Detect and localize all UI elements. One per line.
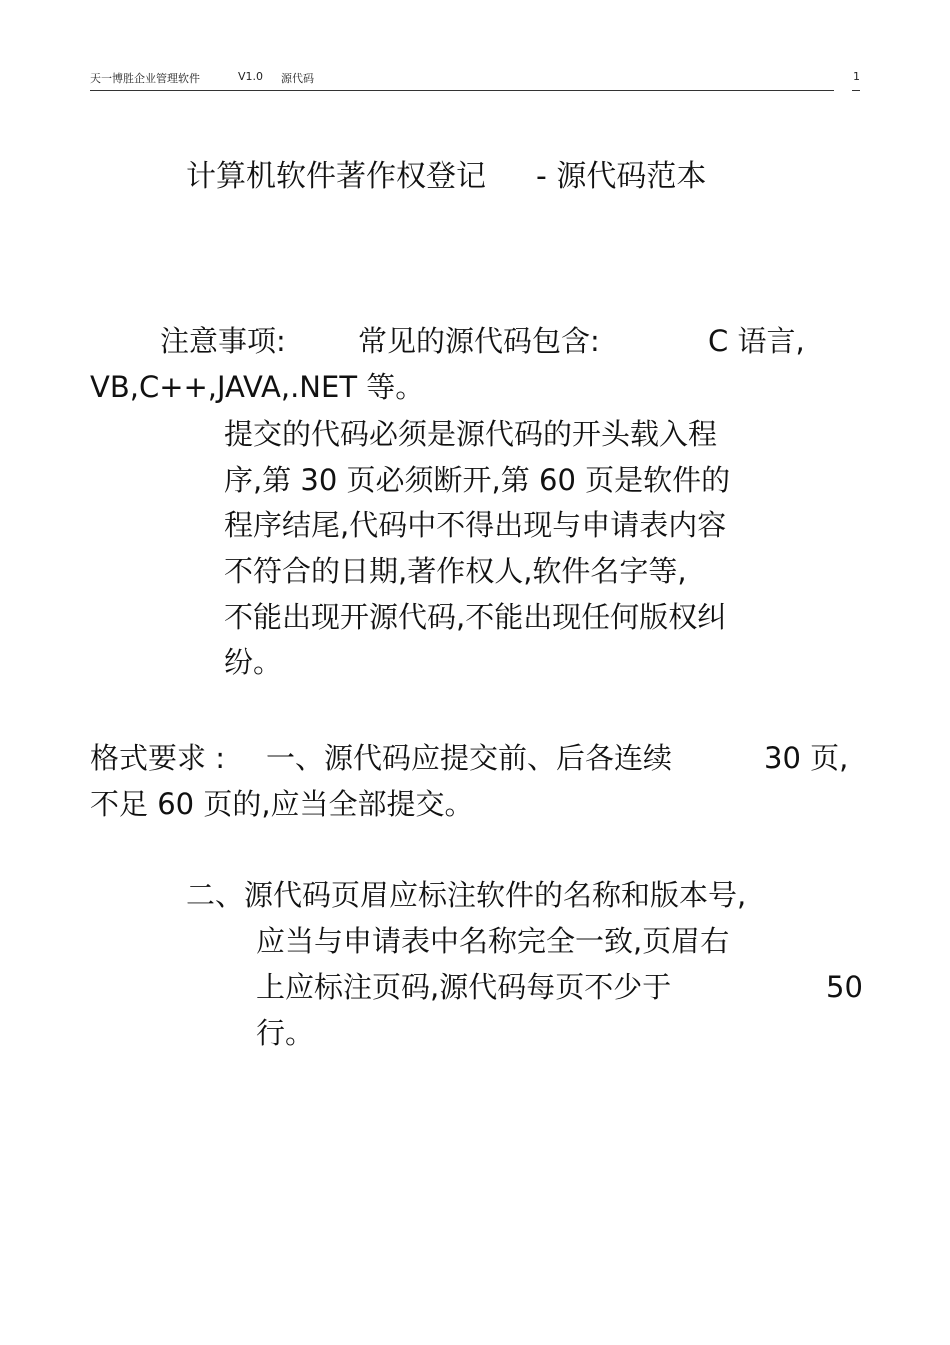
notice-line-2: VB,C++,JAVA,.NET 等。: [90, 370, 425, 404]
page-title-suffix: - 源代码范本: [536, 159, 707, 194]
page-title: 计算机软件著作权登记: [186, 159, 486, 194]
notice-paragraph-line: 不能出现开源代码,不能出现任何版权纠: [224, 600, 727, 634]
notice-paragraph-line: 提交的代码必须是源代码的开头载入程: [224, 417, 718, 451]
format-item1-text: 一、源代码应提交前、后各连续: [266, 741, 673, 775]
format-item2-line3: 上应标注页码,源代码每页不少于: [256, 970, 672, 1004]
notice-text-a: 常见的源代码包含:: [358, 324, 600, 358]
format-item1-line2: 不足 60 页的,应当全部提交。: [90, 787, 474, 821]
notice-paragraph-line: 序,第 30 页必须断开,第 60 页是软件的: [224, 463, 731, 497]
header-software-name: 天一博胜企业管理软件: [90, 72, 200, 85]
notice-label: 注意事项:: [160, 324, 286, 358]
header-page-number: 1: [853, 70, 860, 83]
notice-paragraph-line: 不符合的日期,著作权人,软件名字等,: [224, 554, 687, 588]
page-number-underline: [852, 90, 860, 91]
format-item2-line-count: 50: [826, 970, 863, 1004]
format-item2-line4: 行。: [256, 1016, 315, 1050]
format-item2-line2: 应当与申请表中名称完全一致,页眉右: [256, 924, 730, 958]
header-section: 源代码: [281, 72, 314, 85]
header-divider: [90, 90, 834, 91]
notice-text-b: C 语言,: [708, 324, 805, 358]
format-item2-line1: 二、源代码页眉应标注软件的名称和版本号,: [186, 878, 747, 912]
format-label: 格式要求 :: [90, 741, 225, 775]
notice-paragraph-line: 纷。: [224, 645, 283, 679]
header-version: V1.0: [238, 70, 264, 83]
format-item1-pages: 30 页,: [764, 741, 849, 775]
notice-paragraph-line: 程序结尾,代码中不得出现与申请表内容: [224, 508, 727, 542]
